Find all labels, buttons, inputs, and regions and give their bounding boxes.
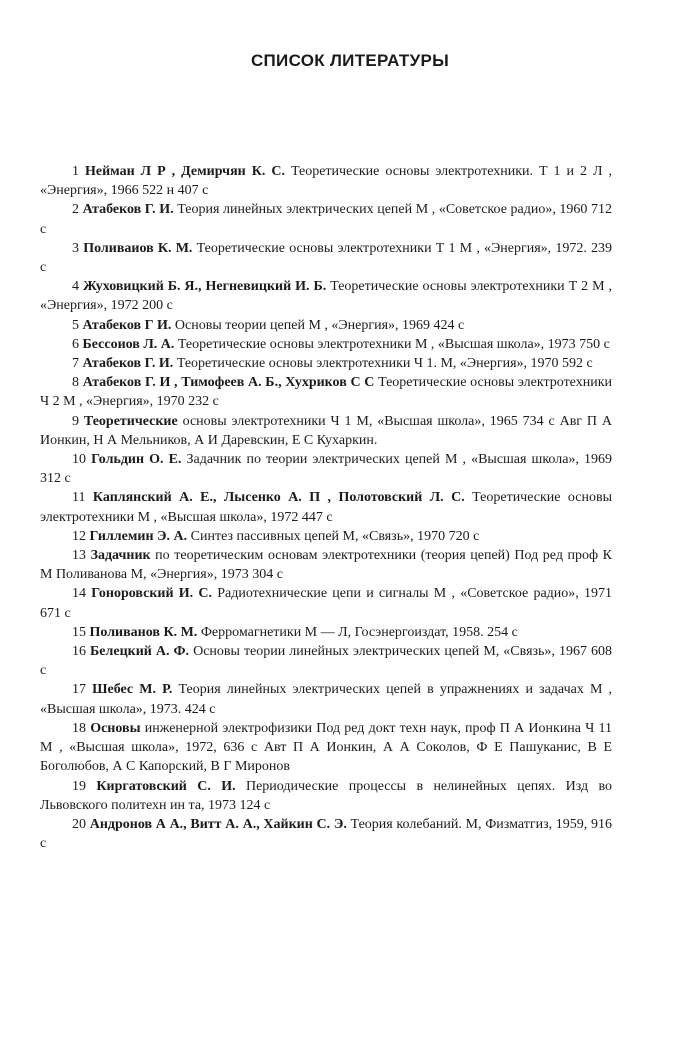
reference-number: 2 — [72, 202, 79, 218]
reference-text: Основы теории цепей М , «Энергия», 1969 424 с — [174, 317, 465, 333]
reference-item — [40, 316, 612, 335]
reference-author: Каплянский А. Е., Лысенко А. П , Полотовский Л. С. — [92, 490, 465, 506]
reference-item — [40, 354, 612, 373]
reference-item — [40, 815, 612, 853]
reference-item — [40, 584, 612, 622]
reference-text: Синтез пассивных цепей М, «Связь», 1970 720 с — [190, 528, 480, 544]
reference-number: 5 — [72, 317, 79, 333]
reference-item — [40, 412, 612, 450]
page-title: СПИСОК ЛИТЕРАТУРЫ — [250, 51, 450, 70]
reference-author: Гольдин О. Е. — [91, 452, 182, 468]
reference-number: 17 — [72, 682, 86, 698]
reference-text: Основы теории линейных электрических цепей М, «Связь», 1967 608 с — [40, 644, 612, 679]
reference-author: Поливаиов К. М. — [83, 240, 193, 256]
reference-item — [40, 488, 612, 526]
reference-author: Атабеков Г. И. — [82, 356, 174, 372]
reference-text: Теоретические основы электротехники Ч 2 М , «Энергия», 1970 232 с — [40, 375, 612, 410]
reference-author: Атабеков Г. И. — [82, 202, 174, 218]
reference-text: Теоретические основы электротехники М , «Высшая школа», 1973 750 с — [177, 336, 610, 352]
reference-item — [40, 335, 612, 354]
reference-author: Андронов А А., Витт А. А., Хайкин С. Э. — [89, 816, 347, 832]
reference-author: Гиллемин Э. А. — [89, 528, 188, 544]
reference-number: 10 — [72, 452, 86, 468]
reference-item — [40, 777, 612, 815]
reference-text: по теоретическим основам электротехники (теория цепей) Под ред проф К М Поливанова М, «Энергия», 1973 304 с — [40, 548, 613, 583]
reference-text: Теоретические основы электротехники Т 2 М , «Энергия», 1972 200 с — [40, 279, 613, 314]
reference-number: 20 — [72, 816, 86, 832]
reference-author: Гоноровский И. С. — [91, 586, 212, 602]
reference-item — [40, 546, 612, 584]
reference-list — [40, 162, 612, 853]
reference-author: Белецкий А. Ф. — [90, 644, 190, 660]
reference-text: Теоретические основы электротехники М , «Высшая школа», 1972 447 с — [40, 490, 612, 525]
reference-text: Теория линейных электрических цепей М , «Советское радио», 1960 712 с — [40, 202, 613, 237]
reference-item — [40, 527, 612, 546]
reference-text: Радиотехнические цепи и сигналы М , «Советское радио», 1971 671 с — [40, 586, 613, 621]
reference-number: 6 — [72, 336, 79, 352]
reference-author: Поливанов К. М. — [89, 624, 198, 640]
reference-text: инженерной электрофизики Под ред докт техн наук, проф П А Ионкина Ч 11 М , «Высшая школа», 1972, 636 с Авт П А Ионкин, А А Соколов, Ф Е Пашуканис, В Е Боголюбов, А С Капорский, В Г Миронов — [40, 720, 612, 775]
reference-author: Нейман Л Р , Демирчян К. С. — [85, 164, 285, 179]
reference-item — [40, 623, 612, 642]
reference-number: 19 — [72, 778, 86, 794]
reference-author: Задачник — [90, 548, 151, 564]
reference-text: Теория колебаний. М, Физматгиз, 1959, 916 с — [40, 816, 613, 852]
reference-number: 4 — [72, 279, 79, 295]
reference-number: 9 — [72, 413, 79, 429]
reference-item — [40, 680, 612, 718]
reference-author: Бессоиов Л. А. — [82, 336, 175, 352]
reference-author: Киргатовский С. И. — [96, 778, 236, 794]
reference-item — [40, 200, 612, 238]
reference-item — [40, 277, 612, 315]
reference-author: Теоретические — [83, 413, 178, 429]
reference-item — [40, 450, 612, 488]
reference-author: Основы — [90, 720, 141, 736]
reference-text: основы электротехники Ч 1 М, «Высшая школа», 1965 734 с Авг П А Ионкин, Н А Мельников, А И Даревскин, Е С Кухаркин. — [40, 413, 613, 448]
reference-item — [40, 642, 612, 680]
reference-number: 14 — [72, 586, 86, 602]
reference-number: 15 — [72, 624, 86, 640]
reference-author: Атабеков Г И. — [82, 317, 172, 333]
reference-number: 8 — [72, 375, 79, 391]
reference-item — [40, 162, 612, 200]
reference-text: Задачник по теории электрических цепей М , «Высшая школа», 1969 312 с — [40, 452, 613, 487]
reference-text: Периодические процессы в нелинейных цепях. Изд во Львовского политехн ин та, 1973 124 с — [40, 778, 612, 813]
reference-item — [40, 239, 612, 277]
reference-number: 7 — [72, 356, 79, 372]
reference-text: Ферромагнетики М — Л, Госэнергоиздат, 1958. 254 с — [200, 624, 518, 640]
reference-item — [40, 373, 612, 411]
reference-number: 16 — [72, 644, 86, 660]
reference-author: Жуховицкий Б. Я., Негневицкий И. Б. — [82, 279, 327, 295]
reference-number: 1 — [72, 164, 79, 179]
reference-author: Атабеков Г. И , Тимофеев А. Б., Хухриков С С — [82, 375, 375, 391]
reference-text: Теоретические основы электротехники Ч 1. М, «Энергия», 1970 592 с — [176, 356, 593, 372]
reference-number: 13 — [72, 548, 86, 564]
reference-number: 3 — [72, 240, 79, 256]
reference-number: 11 — [72, 490, 86, 506]
reference-number: 18 — [72, 720, 86, 736]
reference-item — [40, 719, 612, 777]
reference-text: Теоретические основы электротехники. Т 1 и 2 Л , «Энергия», 1966 522 н 407 с — [40, 164, 613, 199]
reference-text: Теоретические основы электротехники Т 1 М , «Энергия», 1972. 239 с — [40, 240, 613, 276]
reference-author: Шебес М. Р. — [92, 682, 173, 698]
reference-number: 12 — [72, 528, 86, 544]
reference-text: Теория линейных электрических цепей в упражнениях и задачах М , «Высшая школа», 1973. 424 с — [40, 682, 613, 717]
